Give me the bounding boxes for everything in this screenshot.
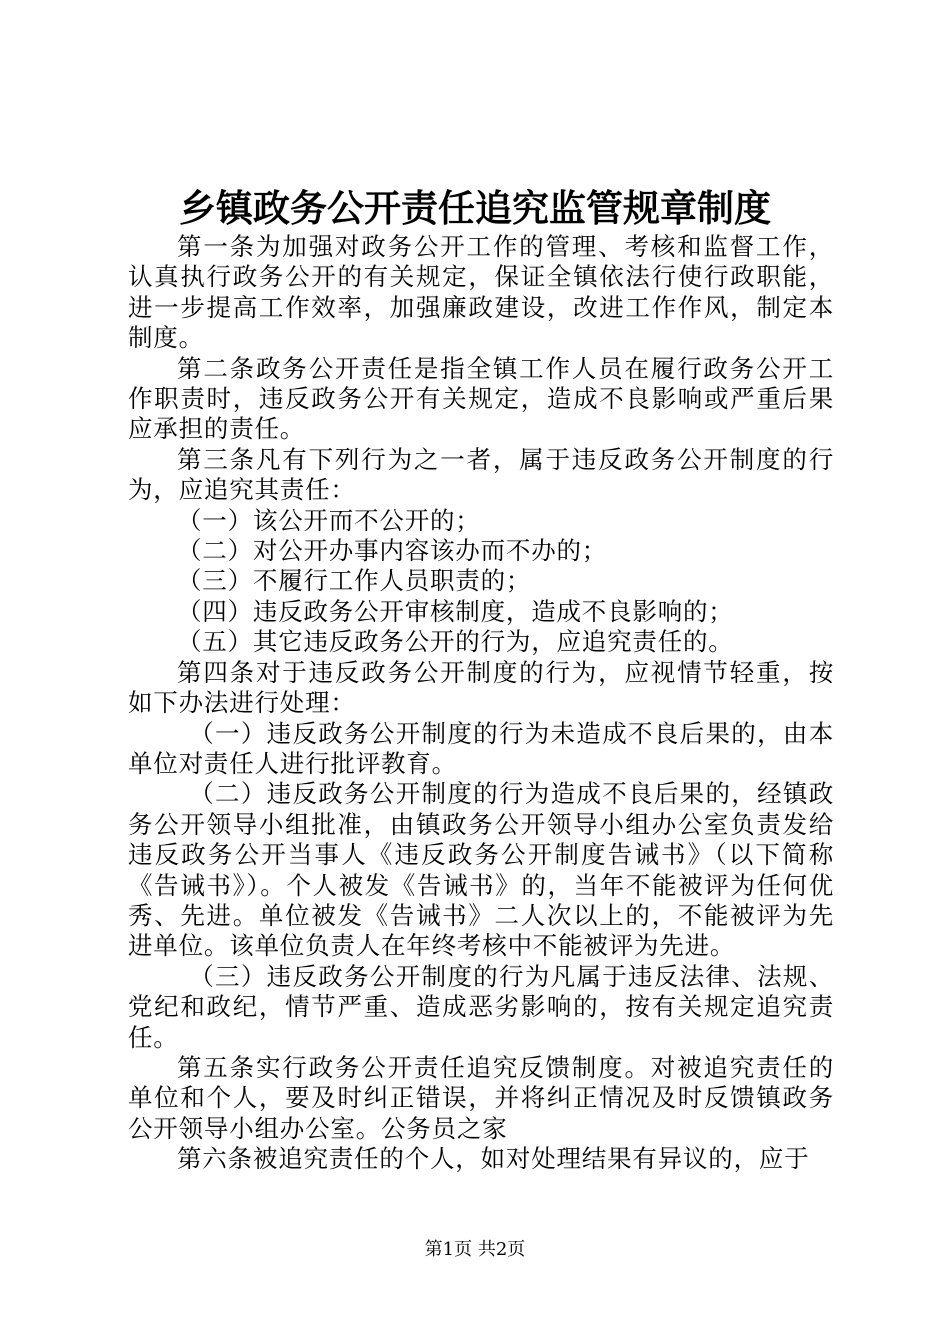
article-4-item-3: （三）违反政务公开制度的行为凡属于违反法律、法规、党纪和政纪，情节严重、造成恶劣影响的，按有关规定追究责任。 — [128, 961, 834, 1052]
article-3-item-3: （三）不履行工作人员职责的； — [177, 566, 532, 596]
article-2: 第二条政务公开责任是指全镇工作人员在履行政务公开工作职责时，违反政务公开有关规定，造成不良影响或严重后果应承担的责任。 — [128, 353, 834, 444]
article-4: 第四条对于违反政务公开制度的行为，应视情节轻重，按如下办法进行处理： — [128, 657, 834, 718]
document-body — [128, 232, 834, 1175]
page-footer: 第1页 共2页 — [424, 1239, 526, 1260]
document-title: 乡镇政务公开责任追究监管规章制度 — [179, 186, 771, 230]
article-3-item-5: （五）其它违反政务公开的行为，应追究责任的。 — [177, 627, 734, 657]
article-6: 第六条被追究责任的个人，如对处理结果有异议的，应于 — [177, 1144, 810, 1174]
article-4-item-1: （一）违反政务公开制度的行为未造成不良后果的，由本单位对责任人进行批评教育。 — [128, 718, 834, 778]
article-3-item-1: （一）该公开而不公开的； — [177, 505, 481, 535]
article-5: 第五条实行政务公开责任追究反馈制度。对被追究责任的单位和个人，要及时纠正错误，并将纠正情况及时反馈镇政务公开领导小组办公室。公务员之家 — [128, 1052, 834, 1143]
article-4-item-2: （二）违反政务公开制度的行为造成不良后果的，经镇政务公开领导小组批准，由镇政务公开领导小组办公室负责发给违反政务公开当事人《违反政务公开制度告诫书》（以下简称《告诫书》）。个人被发《告诫书》的，当年不能被评为任何优秀、先进。单位被发《告诫书》二人次以上的，不能被评为先进单位。该单位负责人在年终考核中不能被评为先进。 — [128, 779, 834, 961]
article-1: 第一条为加强对政务公开工作的管理、考核和监督工作，认真执行政务公开的有关规定，保证全镇依法行使行政职能，进一步提高工作效率，加强廉政建设，改进工作作风，制定本制度。 — [128, 232, 834, 353]
article-3: 第三条凡有下列行为之一者，属于违反政务公开制度的行为，应追究其责任： — [128, 444, 834, 505]
article-3-item-4: （四）违反政务公开审核制度，造成不良影响的； — [177, 596, 734, 626]
article-3-item-2: （二）对公开办事内容该办而不办的； — [177, 536, 608, 566]
